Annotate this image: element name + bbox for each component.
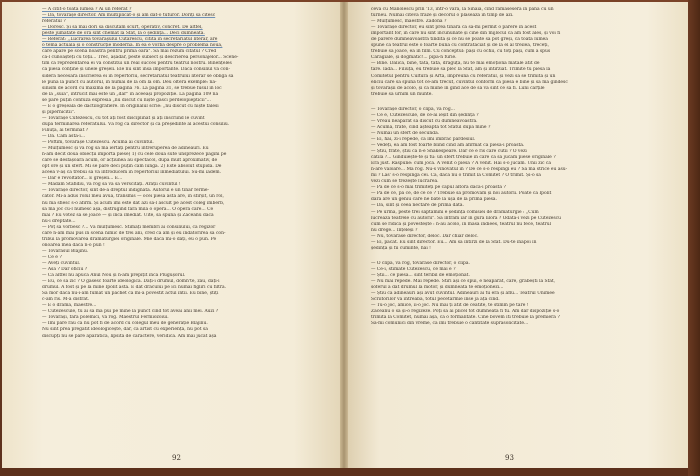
text-line: ceva cu Manolescu prin '13, într-o vară, la Sinaia, cînd rămăseseră în pană cu un bbox=[371, 7, 554, 12]
text-line: — Mulțumesc, maestre. Zadona ? bbox=[371, 19, 447, 25]
text-line: n-are valoare... Mă rog. Nu-s vinovatul în ? De ce s-o respingi eu ? Să mă strice eu asu- bbox=[371, 167, 568, 173]
text-line: — Tovarăși, fără polemici, vă rog. Maestrul Fermiozoiui. bbox=[42, 315, 169, 321]
text-line: — Ce e ? bbox=[42, 254, 62, 260]
text-line: Comitetul pentru Cultură și Artă, împreună cu referatul, și vezi să se trimită și un bbox=[371, 73, 556, 79]
text-line: peste jumătate de oră sînt chemat la Sfat, la o ședință... Deci dumneată. bbox=[42, 31, 205, 37]
text-line: — E o dramă, maestre... bbox=[42, 303, 97, 309]
text-line: — A citit-o toată lumea ? Ai un referat ? bbox=[42, 7, 132, 12]
text-line: sinism de acord cu maxima de la pagina 76. La pagina 31, se trebue fusul în loc bbox=[42, 85, 222, 91]
text-line: c-am rîs. M-a distrat. bbox=[42, 297, 90, 303]
text-line: — Cutezescule, tu ai să mă pui pe mine la punct cînd tot aveai anii mei. Auzi ? bbox=[42, 309, 219, 315]
text-line: — Pe urmă, peste trei săptămîni e ședința comisiei de dramaturgie : „Cum bbox=[371, 209, 539, 215]
text-line: vezi cum se trezește lucrarea. bbox=[371, 179, 439, 185]
text-line: — Știu, frate, știu că n-e Shakespeare. Dar ce e rîs care cutii ? O vezi bbox=[371, 149, 527, 155]
text-line: Zăceanu o să și-o regizeze. Poți să ai plicel tot dumneata fi tu. Am dar dispoziție s-o bbox=[371, 309, 560, 315]
text-line: mai ? Eu votez să se joace — și încă imediat. Uite, să spună și Zăceanu dacă bbox=[42, 212, 214, 218]
section-break bbox=[371, 252, 668, 261]
text-line: se pare puțin confuză expresia „nu discut cu niște găsci perdelopiepticii"... bbox=[42, 97, 211, 103]
text-line: tribui la promovarea dramaturgiei originale. Mie dacă mi-o dați, eu o pun. Pe bbox=[42, 236, 217, 242]
text-line: Scriitorilor vă întreabă, totul pecetărmie înse jă ață cînd. bbox=[371, 297, 500, 303]
text-line: să mă joc cu-l numesc așa, distrugînd fără milă o operă... O operă care... Ce bbox=[42, 206, 214, 212]
text-line: — Nu mai repede. Mai repede. Stiri ași ce spui, e neapărat, care, grăbești la Sfat, bbox=[371, 278, 556, 284]
text-line: ședință și fii cuminte, hai ! bbox=[371, 245, 431, 251]
text-line: mi ? Las' s-o respingă cei. Că, dacă nu o trimit la Comitet ? O trimit. Și-o să bbox=[371, 173, 541, 179]
text-line: — Da, tovarășe director. Am multiplicat-o și am dat-o tuturor. Doriți să citesc bbox=[42, 13, 216, 19]
text-line: — Numai un sfert de secundă. bbox=[371, 130, 440, 136]
text-line: — Da. Cam asta-i... bbox=[42, 133, 86, 139]
text-line: nu mă sfiesc s-o afirm. Și acum îmi este dat azi să-l ascult pe acest coleg imberb, bbox=[42, 200, 225, 206]
text-line: referatul ? bbox=[42, 19, 66, 25]
text-line: opt ore și un sfert. Mi se pare deci puțin cam lungă. 2) Este absolut stupidă. De bbox=[42, 164, 222, 170]
text-line: — Referat: ,,Lucrarea tovarășului Cutarescu, citită în secretariatul literar, are bbox=[42, 37, 218, 43]
section-break bbox=[371, 98, 668, 107]
text-line: catilă ?... Ginduiește-te și tu: un sfert trebuie în care ca să jucăm piese originale ? bbox=[371, 155, 556, 161]
text-line: important for, în care nu sînt încununate și cine din mijlocul ca am fost ales, și voi fi bbox=[371, 31, 561, 37]
text-line: — Știu că adineauri ași avut cuvîntul. Adineauri ai tu era și aflu... Teatrul Unimee bbox=[371, 291, 555, 297]
text-line: — Tovarășe director, sînt de-a dreptul indignată. Autorul e un tînăr ferme- bbox=[42, 188, 210, 194]
text-line: lucrează teatrele cu autorii". Să intrăm iar în gura lilora ? Odată-i vezi pe Cutezescu bbox=[371, 215, 562, 221]
text-line: trebuie să joace, ea în film. Cu conceptul: pași cu ochii, cu toți pași, cum a spus bbox=[371, 49, 551, 55]
text-line: cum se ridică și povestește : n-au acolo, în masa îndiees, teatrul nu fece, teatrul bbox=[371, 221, 552, 227]
text-line: — Bine. Dalică, bine, tată, tată, drăguță, nu te mai emoționa matale atît de bbox=[371, 61, 540, 67]
text-line: Să-mi comunici din vreme, că îmi trebuie o cantitate suprasolicitate... bbox=[371, 321, 529, 327]
text-line: — O clipă, vă rog, tovarăse director, o clipă. bbox=[371, 260, 470, 266]
text-line: — Poftim, tovarășe Cutezescu. Acuma ai cuvîntul. bbox=[42, 140, 154, 146]
text-line: Caragiale, și dogmatic!... pipă-n furie. bbox=[371, 55, 457, 61]
right-page-text bbox=[371, 7, 668, 327]
text-line: de părere dumneavoastră tîndită și ce nu se poate să pot greși, că toată lumea bbox=[371, 37, 548, 43]
text-line: le pună la punct cu autorul, în numai de la om la om. Deu oltera exemple: na- bbox=[42, 79, 217, 85]
text-line: — Da, sînt și ceea nectare de prima data. bbox=[371, 203, 464, 209]
text-line: onoarea mea dacă n-o pun ! bbox=[42, 242, 105, 248]
text-line: nu drege... Înțeleși ? bbox=[371, 227, 418, 233]
text-line: — Pă de ce, pă ce, de ce ce ? Trebuie să promovăm și noi autorii. Poate că Ipolit bbox=[371, 191, 552, 197]
text-line: n-am decît două obiecții importa piese) 1) cu cele două sute unsprezece pagini pe bbox=[42, 152, 227, 158]
text-line: aceea v-aș ca trebui să vă introducem în repertoriul inmediatului. Su-mi iădem. bbox=[42, 170, 222, 176]
text-line: o temă actuală și o construcție modernă. În ea e vorba despre o problemă nouă, bbox=[42, 43, 223, 49]
book-gutter bbox=[340, 2, 348, 468]
text-line: — Tovarășe director, o clipă, vă rog... bbox=[371, 106, 455, 112]
text-line: — Îmi pare rău că nu pot fi de acord cu colegul meu de generație Blajinu. bbox=[42, 321, 208, 327]
left-page-number: 92 bbox=[172, 454, 181, 462]
text-line: — Ei, păcat. Eu sînt director. Eu... Am să întîrzi de la Sfat. Du-te înapoi în bbox=[371, 239, 537, 245]
text-line: soferul a dat drumul la motor, și dumneata te emoționezi... bbox=[371, 285, 504, 291]
book-cover-edge bbox=[688, 0, 700, 476]
text-line: — Doresc. Și să mai dori să discutăm scurt, operativ, concret. De altfel, bbox=[42, 25, 203, 31]
text-line: — Tu-o joc, amice, îi-o joc. Nu mai ți atît de ceatite, te stimm pe tare ! bbox=[371, 303, 529, 309]
text-line: dară are un geniu care ne bate la ușa de la prima piesă. bbox=[371, 197, 497, 203]
text-line: de la „suiă", întrucît mai este un „dar" în aceeași propoziție. La pagina 109 nă bbox=[42, 91, 219, 97]
text-line: — Pă de ce s-o mai trimiteți pe capul altora dacă-i proastă ? bbox=[371, 185, 506, 191]
text-line: — Că altfel nu apucă Anul Nou și n-am prepițit încă Plugușorul. bbox=[42, 273, 186, 279]
text-line: discupți nu se pare aparatică, lipsită de caractere, veridică. Am mai jucat așa bbox=[42, 333, 217, 339]
text-line: trebuie să urnim un munte. bbox=[371, 91, 433, 97]
text-line: — Nu, tovarăse director, deloc. Dar chiar deloc. bbox=[371, 233, 479, 239]
text-line: care apare pe scena noastră pentru prima oară". Să mai rezum citatul ? Cred bbox=[42, 49, 217, 55]
right-page bbox=[345, 2, 688, 468]
text-line: — Aveți cuvîntul. bbox=[42, 260, 81, 266]
text-line: — Tovarăsul Blajinu. bbox=[42, 248, 89, 254]
text-line: — Tovarășe director, eu sînt prea tînără ca să-mi permit o părere în acest bbox=[371, 25, 537, 31]
text-line: — Ce e, Cutezescule, de ce-ai ieșit din ședință ? bbox=[371, 112, 479, 118]
text-line: — Madam Stafidiu, vă rog să vă să verscitați. Arații cuvîntul ! bbox=[42, 182, 181, 188]
text-line: Să mor dacă nu-i-am fumat un pachet că mi-a povestit actul întîi. Eu bine, știți bbox=[42, 291, 219, 297]
text-line: spune că teatrul este o foarte bună cu contrataciat și de la el al treilea, treceți, bbox=[371, 43, 549, 49]
text-line: și pipernicitii". bbox=[42, 109, 76, 115]
text-line: după terminarea referatului. Vă rog ca director și ca președinte al acestui consiliu. bbox=[42, 121, 230, 127]
text-line: — E o greșeală de dactilografiere. În originalul scrie: „nu discut cu niște falesi bbox=[42, 103, 219, 109]
text-line: sidera necesară înscrierea ei în repertoriu, secretariatul teatrului literar se obligă să bbox=[42, 73, 234, 79]
text-line: că piesa conține și unele greșeli. Ele nu sînt însă importante. Dacă consiliul va con- bbox=[42, 67, 230, 73]
text-line: și tovarășii de acolo, și că mîine în gînd ace de să vă sînt ce sa fi. Luni cărțile bbox=[371, 85, 545, 91]
text-line: — Ei, hai, zi-i repede, că îmi îmbrac pardesiul. bbox=[371, 136, 476, 142]
text-line: Era just. Răspune: cum joca. A venit o piesă ? A venit. Hai s-o jucăm. Unii zic că bbox=[371, 161, 552, 167]
text-line: — Vreau neapărat să discut cu dumneavoastră. bbox=[371, 118, 478, 124]
text-line: — Tovarășe Cutezescu, cu tot ați fost disciplinat și ați înscriind le cuvînt bbox=[42, 115, 205, 121]
text-line: tim că reprezentarea ei va constitui un real succes pentru teatrul nostru. Binențeles bbox=[42, 61, 232, 67]
text-line: drumul. A fost și pe la mine Ipolit ăsta. E dat drăcului pe ici numai figliri cu filtra. bbox=[42, 285, 227, 291]
text-line: — Eu, ce să zic ? O găsesc foarte ideologică. Dați-i drumul, domn'te, zău, dați-i bbox=[42, 279, 220, 285]
text-line: că-l cunoașteți cu toții... Trec, așadar, peste subiect și descrierea personajelor... Scene- bbox=[42, 55, 239, 61]
text-line: trimită la Comitet, numai așa, ca o formalitate. Cine bovem iti trebuie la premieră ? bbox=[371, 315, 560, 321]
text-line: eliciu care să spună tot ce-am trecut, cuvîntul conform că piesa e bine și să mă gîndesc bbox=[371, 79, 568, 85]
left-page bbox=[2, 2, 345, 468]
text-line: — Asa ? Dar oficiu ? bbox=[42, 267, 88, 273]
text-line: — Dar e revoltător... E greșeli... E... bbox=[42, 176, 123, 182]
text-line: — Poț să vorbesc ?... Vă mulțumesc. Stimați membri ai consiliului, ca regizor bbox=[42, 224, 216, 230]
right-page-number: 93 bbox=[505, 454, 514, 462]
text-line: Nu sînt prea pregătit ideologicește, dar, ca artist cu experiență, nu pot să bbox=[42, 327, 208, 333]
text-line: — Acuma, frate, cînd așteaptă tot Sfatul după mine ? bbox=[371, 124, 491, 130]
text-line: — Mulțumesc și vă rog să mă iertați pentru întreruperea de adineauri. Eu bbox=[42, 146, 209, 152]
text-line: — Vedeți, ea am fost foarte blînd cînd am afirmat că piesa-i proastă. bbox=[371, 142, 525, 148]
left-page-text bbox=[42, 7, 327, 340]
text-line: cător. Mi-a adus rolul meu avuă, transmis — ocei piesa asta are, în sfîrșit, un rol, bbox=[42, 194, 224, 200]
text-line: — Știi... ce piesa... sînt teribil de emoționat. bbox=[371, 272, 470, 278]
text-line: turneu. Numai citeva fraze și decorul o plasează în timp de azi. bbox=[371, 13, 514, 19]
text-line: Filiuță, ai terminat ? bbox=[42, 127, 89, 133]
text-line: nu-i dreptate... bbox=[42, 218, 76, 224]
text-line: care se desfășoară acum, or acțiunea au spectacol, după mult aproximativ, de bbox=[42, 158, 218, 164]
text-line: — Ce-i, stimate Cutezescu, ce mai e ? bbox=[371, 266, 456, 272]
text-line: tare. Iadă... Filiuță, eu trebuie să plec la Sfat, am și întîrziat. Trimite tu piesa la bbox=[371, 67, 551, 73]
text-line: care n-am mai pus în scenă nimic de trei ani, cred că am și eu îndatorirea să con- bbox=[42, 230, 226, 236]
